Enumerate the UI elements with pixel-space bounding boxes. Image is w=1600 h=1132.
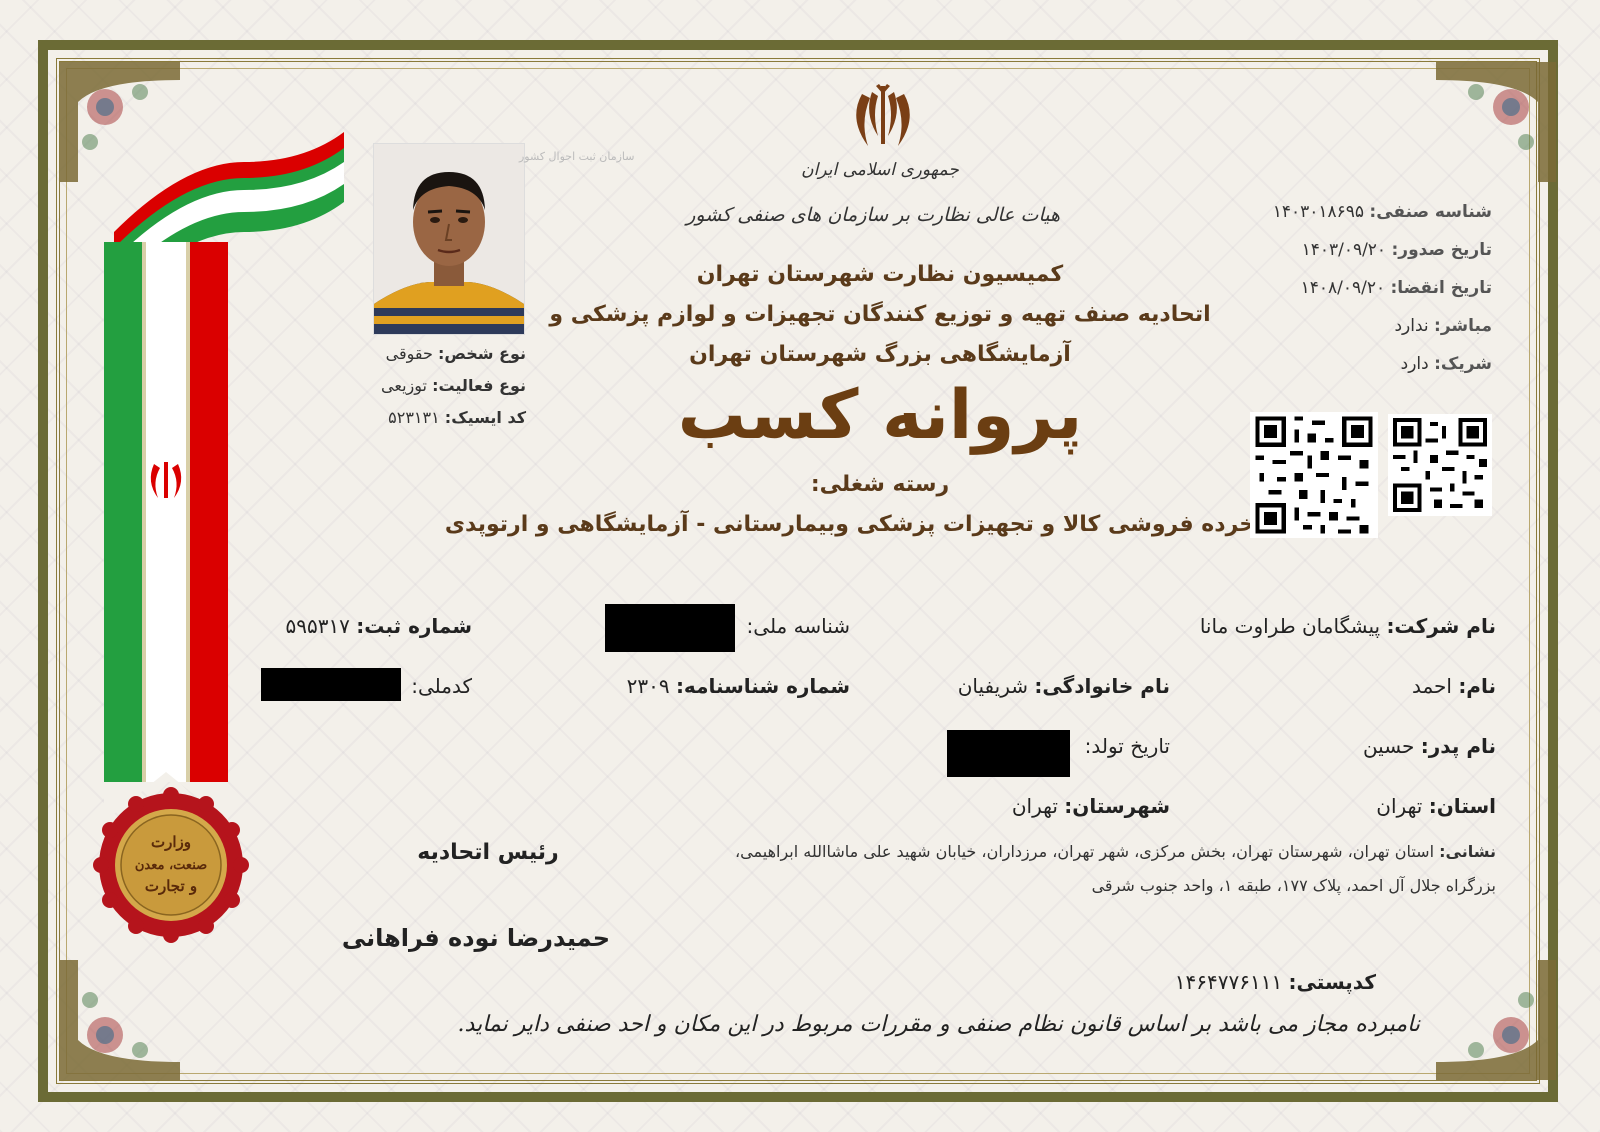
national-id-label: شناسه ملی: (746, 614, 850, 638)
registration-row (285, 614, 472, 638)
registration-no-label: شماره ثبت: (356, 614, 472, 638)
person-type-row (386, 344, 526, 363)
isic-label: کد ایسیک: (444, 408, 526, 427)
person-type-label: نوع شخص: (437, 344, 526, 363)
birth-cert-row (627, 674, 850, 698)
city-label: شهرستان: (1064, 794, 1170, 818)
activity-type-label: نوع فعالیت: (432, 376, 526, 395)
person-photo-icon (374, 144, 635, 334)
iran-emblem-icon (846, 84, 920, 154)
province-label: استان: (1428, 794, 1496, 818)
union-title-line2: آزمایشگاهی بزرگ شهرستان تهران (689, 342, 1071, 367)
corner-ornament-icon (1436, 960, 1556, 1080)
republic-title: جمهوری اسلامی ایران (801, 160, 959, 180)
birth-cert-no-value: ۲۳۰۹ (626, 674, 670, 698)
address-row (735, 842, 1496, 861)
redacted-birth-date (947, 730, 1070, 777)
expiry-date-row (1301, 278, 1492, 298)
footer-statement: نامبرده مجاز می باشد بر اساس قانون نظام صنفی و مقررات مربوط در این مکان و احد صنفی دایر نماید. (457, 1012, 1420, 1037)
last-name-row (958, 674, 1170, 698)
profile-photo (373, 143, 635, 335)
company-name-row (1200, 614, 1496, 638)
page-title: پروانه کسب (677, 376, 1083, 455)
signature-name: حمیدرضا نوده فراهانی (341, 924, 610, 952)
category-value: خرده فروشی کالا و تجهیزات پزشکی وبیمارستانی - آزمایشگاهی و ارتوپدی (444, 512, 1256, 537)
commission-title: کمیسیون نظارت شهرستان تهران (696, 262, 1064, 287)
address-line1: استان تهران، شهرستان تهران، بخش مرکزی، شهر تهران، مرزداران، خیابان شهید علی ماشاالله ابراهیمی، (735, 842, 1435, 861)
city-row (1012, 794, 1170, 818)
high-council-title: هیات عالی نظارت بر سازمان های صنفی کشور (686, 204, 1060, 226)
isic-row (388, 408, 526, 427)
father-name-value: حسین (1362, 734, 1415, 758)
seal-text-line2: صنعت، معدن (134, 858, 208, 873)
corner-ornament-icon (60, 960, 180, 1080)
partner-value: دارد (1400, 354, 1429, 374)
postal-code-row (1175, 970, 1376, 994)
issue-date-value: ۱۴۰۳/۰۹/۲۰ (1301, 240, 1387, 260)
first-name-value: احمد (1411, 674, 1452, 698)
province-row (1376, 794, 1496, 818)
last-name-value: شریفیان (957, 674, 1029, 698)
city-value: تهران (1011, 794, 1058, 818)
birth-cert-no-label: شماره شناسنامه: (675, 674, 850, 698)
first-name-row (1412, 674, 1496, 698)
photo-watermark: سازمان ثبت احوال کشور (519, 150, 635, 163)
issue-date-label: تاریخ صدور: (1391, 240, 1492, 260)
guild-id-row (1273, 202, 1492, 222)
activity-type-value: توزیعی (381, 376, 427, 395)
company-name-label: نام شرکت: (1386, 614, 1496, 638)
postal-code-label: کدپستی: (1288, 970, 1376, 994)
first-name-label: نام: (1458, 674, 1496, 698)
category-label: رسته شغلی: (810, 472, 950, 497)
corner-ornament-icon (1436, 62, 1556, 182)
signature-role: رئیس اتحادیه (417, 840, 559, 865)
registration-no-value: ۵۹۵۳۱۷ (285, 614, 350, 638)
province-value: تهران (1376, 794, 1423, 818)
expiry-date-value: ۱۴۰۸/۰۹/۲۰ (1300, 278, 1386, 298)
expiry-date-label: تاریخ انقضا: (1390, 278, 1492, 298)
qr-code-icon (1250, 412, 1378, 538)
issue-date-row (1302, 240, 1492, 260)
manager-label: مباشر: (1434, 316, 1492, 336)
postal-code-value: ۱۴۶۴۷۷۶۱۱۱ (1174, 970, 1283, 994)
redacted-national-code (261, 668, 401, 701)
union-title-line1: اتحادیه صنف تهیه و توزیع کنندگان تجهیزات و لوازم پزشکی و (549, 302, 1211, 327)
partner-label: شریک: (1434, 354, 1492, 374)
ministry-seal-icon (96, 790, 246, 940)
isic-value: ۵۲۳۱۳۱ (388, 408, 440, 427)
redacted-national-id (605, 604, 735, 652)
seal-text-line3: و تجارت (144, 877, 198, 895)
qr-code-icon (1388, 414, 1492, 516)
birth-date-label: تاریخ تولد: (1084, 734, 1170, 758)
last-name-label: نام خانوادگی: (1034, 674, 1170, 698)
activity-type-row (381, 376, 526, 395)
manager-row (1394, 316, 1492, 336)
address-label: نشانی: (1439, 842, 1496, 861)
partner-row (1401, 354, 1492, 374)
father-name-row (1363, 734, 1496, 758)
address-line2: بزرگراه جلال آل احمد، پلاک ۱۷۷، طبقه ۱، واحد جنوب شرقی (1091, 876, 1496, 895)
father-name-label: نام پدر: (1420, 734, 1496, 758)
flag-ribbon-icon (104, 132, 354, 822)
guild-id-label: شناسه صنفی: (1369, 202, 1492, 222)
guild-id-value: ۱۴۰۳۰۱۸۶۹۵ (1272, 202, 1364, 222)
company-name-value: پیشگامان طراوت مانا (1199, 614, 1381, 638)
national-code-label: کدملی: (411, 674, 472, 698)
manager-value: ندارد (1394, 316, 1429, 336)
seal-text-line1: وزارت (150, 833, 192, 851)
person-type-value: حقوقی (385, 344, 433, 363)
